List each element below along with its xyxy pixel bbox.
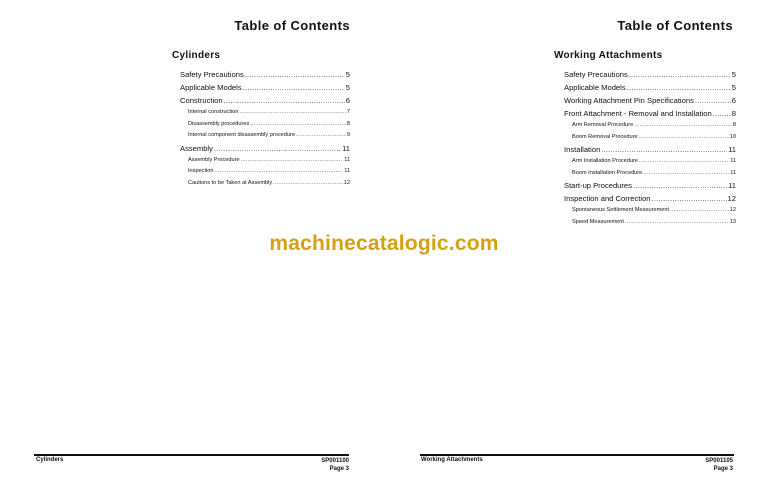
table-of-contents [180, 68, 350, 189]
toc-entry[interactable]: Safety Precautions ..... 5 [564, 68, 736, 81]
page-title: Table of Contents [234, 18, 350, 33]
toc-entry[interactable]: Front Attachment - Removal and Installation ..... 8 [564, 107, 736, 120]
section-title: Working Attachments [554, 50, 663, 61]
toc-subentry[interactable]: Disassembly procedures ..... 8 [188, 119, 350, 131]
watermark-text: machinecatalogic.com [269, 232, 499, 255]
toc-subentry[interactable]: Inspection ..... 11 [188, 166, 350, 178]
toc-subentry[interactable]: Cautions to be Taken at Assembly ..... 12 [188, 178, 350, 190]
toc-entry[interactable]: Applicable Models ..... 5 [180, 81, 350, 94]
footer-page-number: Page 3 [713, 466, 733, 472]
table-of-contents [564, 68, 736, 228]
toc-subentry[interactable]: Assembly Procedure ..... 11 [188, 155, 350, 167]
toc-entry[interactable]: Assembly ..... 11 [180, 142, 350, 155]
toc-subentry[interactable]: Speed Measurement ..... 13 [572, 217, 736, 229]
footer-rule [420, 454, 734, 456]
toc-subentry[interactable]: Arm Removal Procedure ..... 8 [572, 120, 736, 132]
footer-section: Cylinders [36, 457, 64, 463]
toc-entry[interactable]: Construction ..... 6 [180, 94, 350, 107]
footer-section: Working Attachments [421, 457, 483, 463]
toc-entry[interactable]: Start-up Procedures ..... 11 [564, 179, 736, 192]
footer-code: SP001100 [321, 458, 349, 464]
toc-entry[interactable]: Installation ..... 11 [564, 143, 736, 156]
toc-entry[interactable]: Safety Precautions ..... 5 [180, 68, 350, 81]
toc-entry[interactable]: Working Attachment Pin Specifications ..... 6 [564, 94, 736, 107]
toc-subentry[interactable]: Internal component disassembly procedure ..... 9 [188, 130, 350, 142]
toc-subentry[interactable]: Spontaneous Settlement Measurement ..... 12 [572, 205, 736, 217]
footer-page-info [321, 457, 349, 473]
toc-entry[interactable]: Inspection and Correction ..... 12 [564, 192, 736, 205]
footer-page-number: Page 3 [329, 466, 349, 472]
toc-entry[interactable]: Applicable Models ..... 5 [564, 81, 736, 94]
toc-subentry[interactable]: Boom Removal Procedure ..... 10 [572, 132, 736, 144]
footer-code: SP001105 [705, 458, 733, 464]
toc-subentry[interactable]: Arm Installation Procedure ..... 11 [572, 156, 736, 168]
footer-rule [34, 454, 349, 456]
section-title: Cylinders [172, 50, 221, 61]
toc-subentry[interactable]: Internal construction ..... 7 [188, 107, 350, 119]
footer-page-info [705, 457, 733, 473]
page-title: Table of Contents [617, 18, 733, 33]
toc-subentry[interactable]: Boom Installation Procedure ..... 11 [572, 168, 736, 180]
